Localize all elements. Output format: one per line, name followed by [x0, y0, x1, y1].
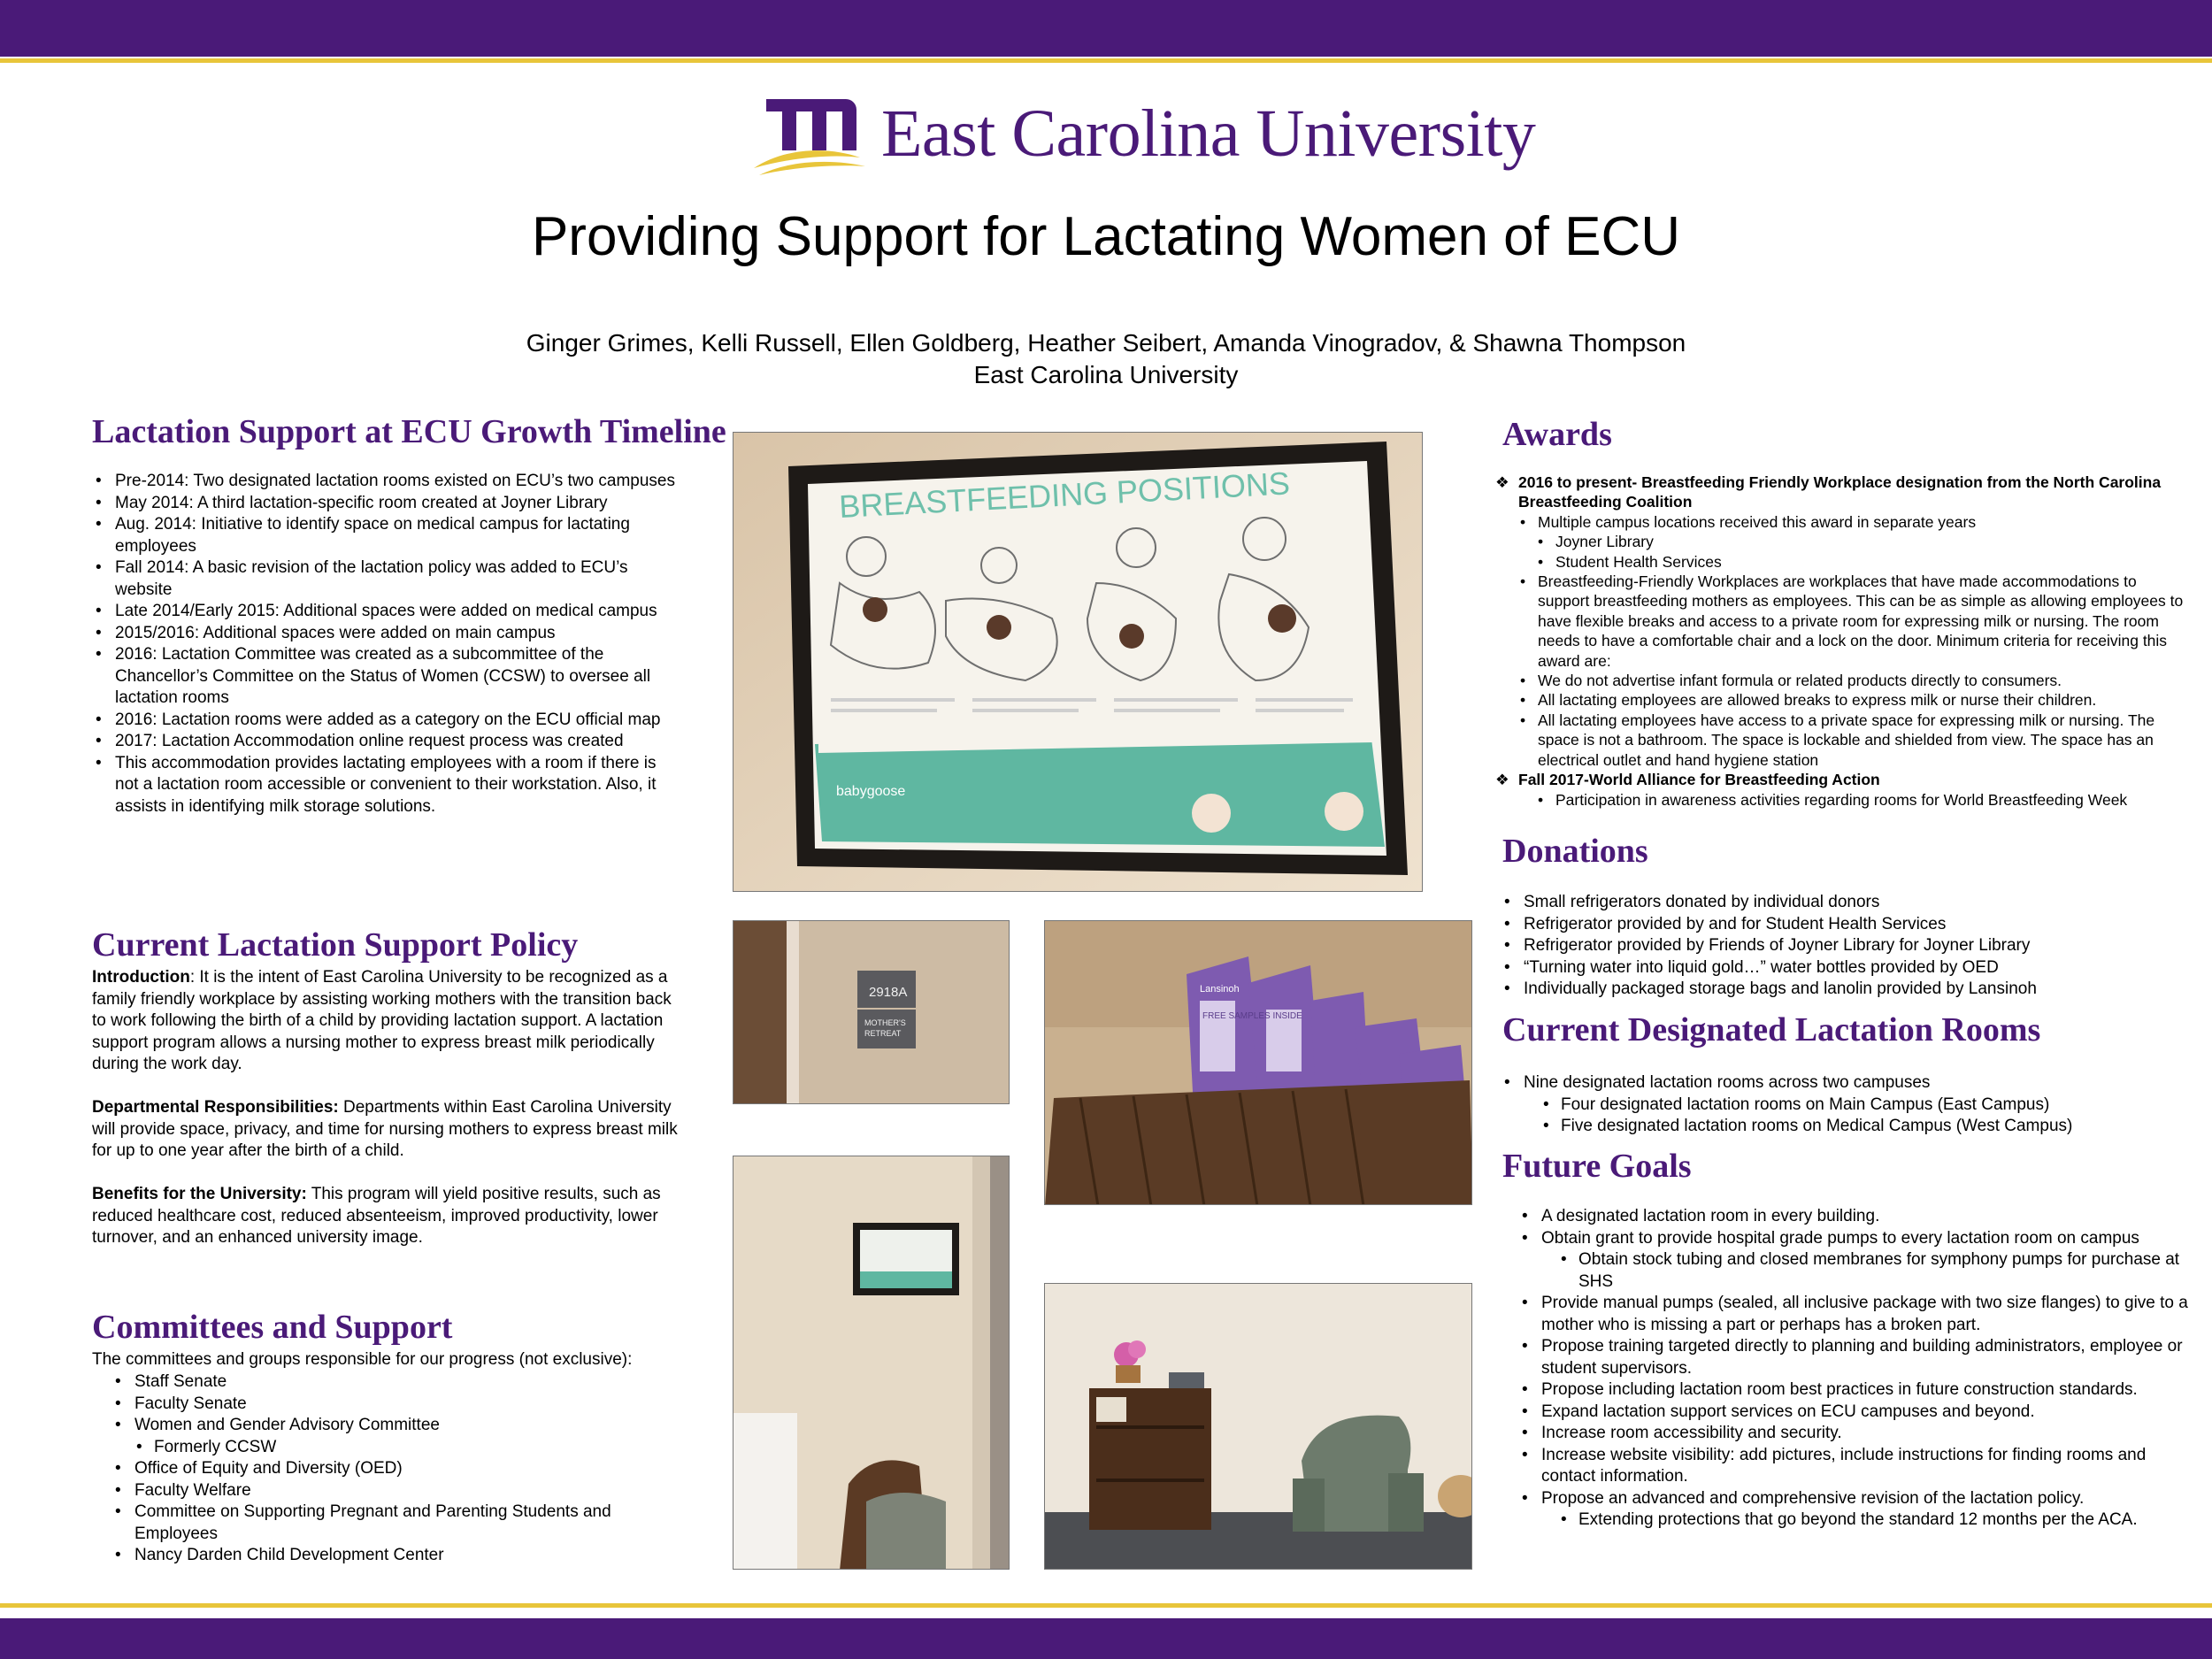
donations-list — [1501, 892, 2191, 1001]
list-item: • 2016: Lactation rooms were added as a category on the ECU official map — [92, 710, 680, 732]
storage-bags-image — [1045, 921, 1472, 1205]
logo-text: East Carolina University — [881, 96, 1536, 171]
policy-benefits: Benefits for the University: This program will yield positive results, such as reduced healthcare cost, reduced absenteeism, improved productivity, lower turnover, and an enhanced university image. — [92, 1185, 661, 1247]
sign-line-2: RETREAT — [864, 1029, 902, 1038]
policy-heading: Current Lactation Support Policy — [92, 926, 579, 964]
list-item: • 2015/2016: Additional spaces were added on main campus — [92, 623, 680, 645]
sign-number: 2918A — [869, 985, 908, 1000]
bottom-purple-band — [0, 1618, 2212, 1659]
list-item: • Pre-2014: Two designated lactation rooms existed on ECU’s two campuses — [92, 471, 680, 493]
affiliation: East Carolina University — [973, 361, 1239, 388]
list-item: • Increase website visibility: add pictures, include instructions for finding rooms and contact information. — [1518, 1445, 2191, 1488]
list-item: • Faculty Senate — [111, 1394, 678, 1416]
list-item: • Joyner Library — [1495, 532, 2185, 551]
rooms-list — [1501, 1072, 2191, 1138]
list-item: • Committee on Supporting Pregnant and Parenting Students and Employees — [111, 1502, 678, 1545]
list-item: • Participation in awareness activities regarding rooms for World Breastfeeding Week — [1495, 790, 2185, 810]
top-gold-stripe — [0, 58, 2212, 63]
bottom-gold-stripe — [0, 1603, 2212, 1608]
author-names: Ginger Grimes, Kelli Russell, Ellen Goldberg, Heather Seibert, Amanda Vinogradov, & Shawna Thompson — [526, 329, 1686, 357]
list-item: • Refrigerator provided by and for Student Health Services — [1501, 914, 2191, 936]
list-item: • Breastfeeding-Friendly Workplaces are workplaces that have made accommodations to support breastfeeding mothers as employees. This can be as simple as allowing employees to have flexible breaks and access to a private room for expressing milk or nursing. The room needs to have a comfortable chair and a lock on the door. Minimum criteria for receiving this award are: — [1495, 572, 2185, 671]
list-item: • Obtain stock tubing and closed membranes for symphony pumps for purchase at SHS — [1518, 1249, 2191, 1293]
list-item: • Fall 2014: A basic revision of the lactation policy was added to ECU’s website — [92, 557, 680, 601]
policy-body — [92, 967, 680, 1271]
bag-brand: Lansinoh — [1200, 984, 1240, 995]
list-item: • Nancy Darden Child Development Center — [111, 1545, 678, 1567]
list-item: • Faculty Welfare — [111, 1480, 678, 1502]
list-item: • Refrigerator provided by Friends of Joyner Library for Joyner Library — [1501, 935, 2191, 957]
list-item: • Small refrigerators donated by individual donors — [1501, 892, 2191, 914]
bag-text: FREE SAMPLES INSIDE — [1202, 1011, 1302, 1021]
top-purple-band — [0, 0, 2212, 57]
list-item: • Aug. 2014: Initiative to identify space on medical campus for lactating employees — [92, 514, 680, 557]
committees-list — [111, 1371, 678, 1567]
photo-door-sign — [733, 920, 1010, 1104]
ecu-logo-mark-icon — [750, 92, 874, 177]
list-item: • Office of Equity and Diversity (OED) — [111, 1458, 678, 1480]
list-item: • A designated lactation room in every building. — [1518, 1206, 2191, 1228]
list-item: • 2017: Lactation Accommodation online request process was created — [92, 731, 680, 753]
list-item: • Formerly CCSW — [111, 1437, 678, 1459]
list-item: • Women and Gender Advisory Committee — [111, 1415, 678, 1437]
author-block — [0, 327, 2212, 391]
ecu-logo — [750, 92, 1536, 177]
list-item: • Individually packaged storage bags and lanolin provided by Lansinoh — [1501, 979, 2191, 1001]
policy-departmental: Departmental Responsibilities: Departments within East Carolina University will provide space, privacy, and time for nursing mothers to express breast milk for up to one year after the birth of a child. — [92, 1098, 678, 1160]
photo-storage-bags — [1044, 920, 1472, 1205]
awards-heading: Awards — [1502, 416, 1612, 453]
lactation-room-chair-image — [733, 1156, 1010, 1570]
list-item: • “Turning water into liquid gold…” water bottles provided by OED — [1501, 957, 2191, 979]
poster-brand-text: babygoose — [836, 784, 906, 799]
photo-lactation-room-furniture — [1044, 1283, 1472, 1570]
poster-title: Providing Support for Lactating Women of ECU — [531, 206, 1681, 267]
list-item: • Five designated lactation rooms on Medical Campus (West Campus) — [1501, 1116, 2191, 1138]
poster-title-text: BREASTFEEDING POSITIONS — [838, 465, 1291, 525]
list-item: • Student Health Services — [1495, 552, 2185, 572]
list-item: • Late 2014/Early 2015: Additional spaces were added on medical campus — [92, 601, 680, 623]
door-sign-image — [733, 921, 1010, 1104]
list-item: • Nine designated lactation rooms across two campuses — [1501, 1072, 2191, 1094]
list-item: • All lactating employees are allowed breaks to express milk or nurse their children. — [1495, 690, 2185, 710]
list-item: • Provide manual pumps (sealed, all inclusive package with two size flanges) to give to a mother who is missing a part or perhaps has a broken part. — [1518, 1293, 2191, 1336]
list-item: • Staff Senate — [111, 1371, 678, 1394]
list-item: ❖ Fall 2017-World Alliance for Breastfeeding Action — [1495, 770, 2185, 789]
list-item: • Multiple campus locations received this award in separate years — [1495, 512, 2185, 532]
goals-heading: Future Goals — [1502, 1148, 1692, 1185]
timeline-heading: Lactation Support at ECU Growth Timeline — [92, 413, 726, 450]
list-item: • Propose including lactation room best practices in future construction standards. — [1518, 1379, 2191, 1402]
list-item: ❖ 2016 to present- Breastfeeding Friendly Workplace designation from the North Carolina Breastfeeding Coalition — [1495, 472, 2185, 512]
list-item: • Propose an advanced and comprehensive revision of the lactation policy. — [1518, 1488, 2191, 1510]
list-item: • Extending protections that go beyond the standard 12 months per the ACA. — [1518, 1509, 2191, 1532]
donations-heading: Donations — [1502, 833, 1648, 870]
list-item: • This accommodation provides lactating employees with a room if there is not a lactation room accessible or convenient to their workstation. Also, it assists in identifying milk storage solutions. — [92, 753, 680, 818]
list-item: • Increase room accessibility and security. — [1518, 1423, 2191, 1445]
breastfeeding-poster-image — [733, 433, 1423, 892]
goals-list — [1518, 1206, 2191, 1532]
list-item: • Propose training targeted directly to planning and building administrators, employee or student supervisors. — [1518, 1336, 2191, 1379]
list-item: • Expand lactation support services on ECU campuses and beyond. — [1518, 1402, 2191, 1424]
policy-intro: Introduction: It is the intent of East Carolina University to be recognized as a family friendly workplace by assisting working mothers with the transition back to work following the birth of a child by providing lactation support. A lactation support program allows a nursing mother to express breast milk periodically during the work day. — [92, 968, 672, 1073]
list-item: • Four designated lactation rooms on Main Campus (East Campus) — [1501, 1094, 2191, 1117]
timeline-list — [92, 471, 680, 818]
list-item: • Obtain grant to provide hospital grade pumps to every lactation room on campus — [1518, 1228, 2191, 1250]
lactation-room-furniture-image — [1045, 1284, 1472, 1570]
photo-lactation-room-chair — [733, 1156, 1010, 1570]
committees-intro: The committees and groups responsible for our progress (not exclusive): — [92, 1350, 633, 1369]
sign-line-1: MOTHER'S — [864, 1018, 906, 1027]
list-item: • All lactating employees have access to a private space for expressing milk or nursing. The space is not a bathroom. The space is lockable and shielded from view. The space has an electrical outlet and hand hygiene station — [1495, 710, 2185, 770]
list-item: • May 2014: A third lactation-specific room created at Joyner Library — [92, 493, 680, 515]
rooms-heading: Current Designated Lactation Rooms — [1502, 1011, 2041, 1048]
list-item: • We do not advertise infant formula or related products directly to consumers. — [1495, 671, 2185, 690]
awards-list — [1495, 472, 2185, 810]
committees-heading: Committees and Support — [92, 1309, 453, 1346]
list-item: • 2016: Lactation Committee was created as a subcommittee of the Chancellor’s Committee on the Status of Women (CCSW) to oversee all lactation rooms — [92, 644, 680, 710]
photo-breastfeeding-poster — [733, 432, 1423, 892]
